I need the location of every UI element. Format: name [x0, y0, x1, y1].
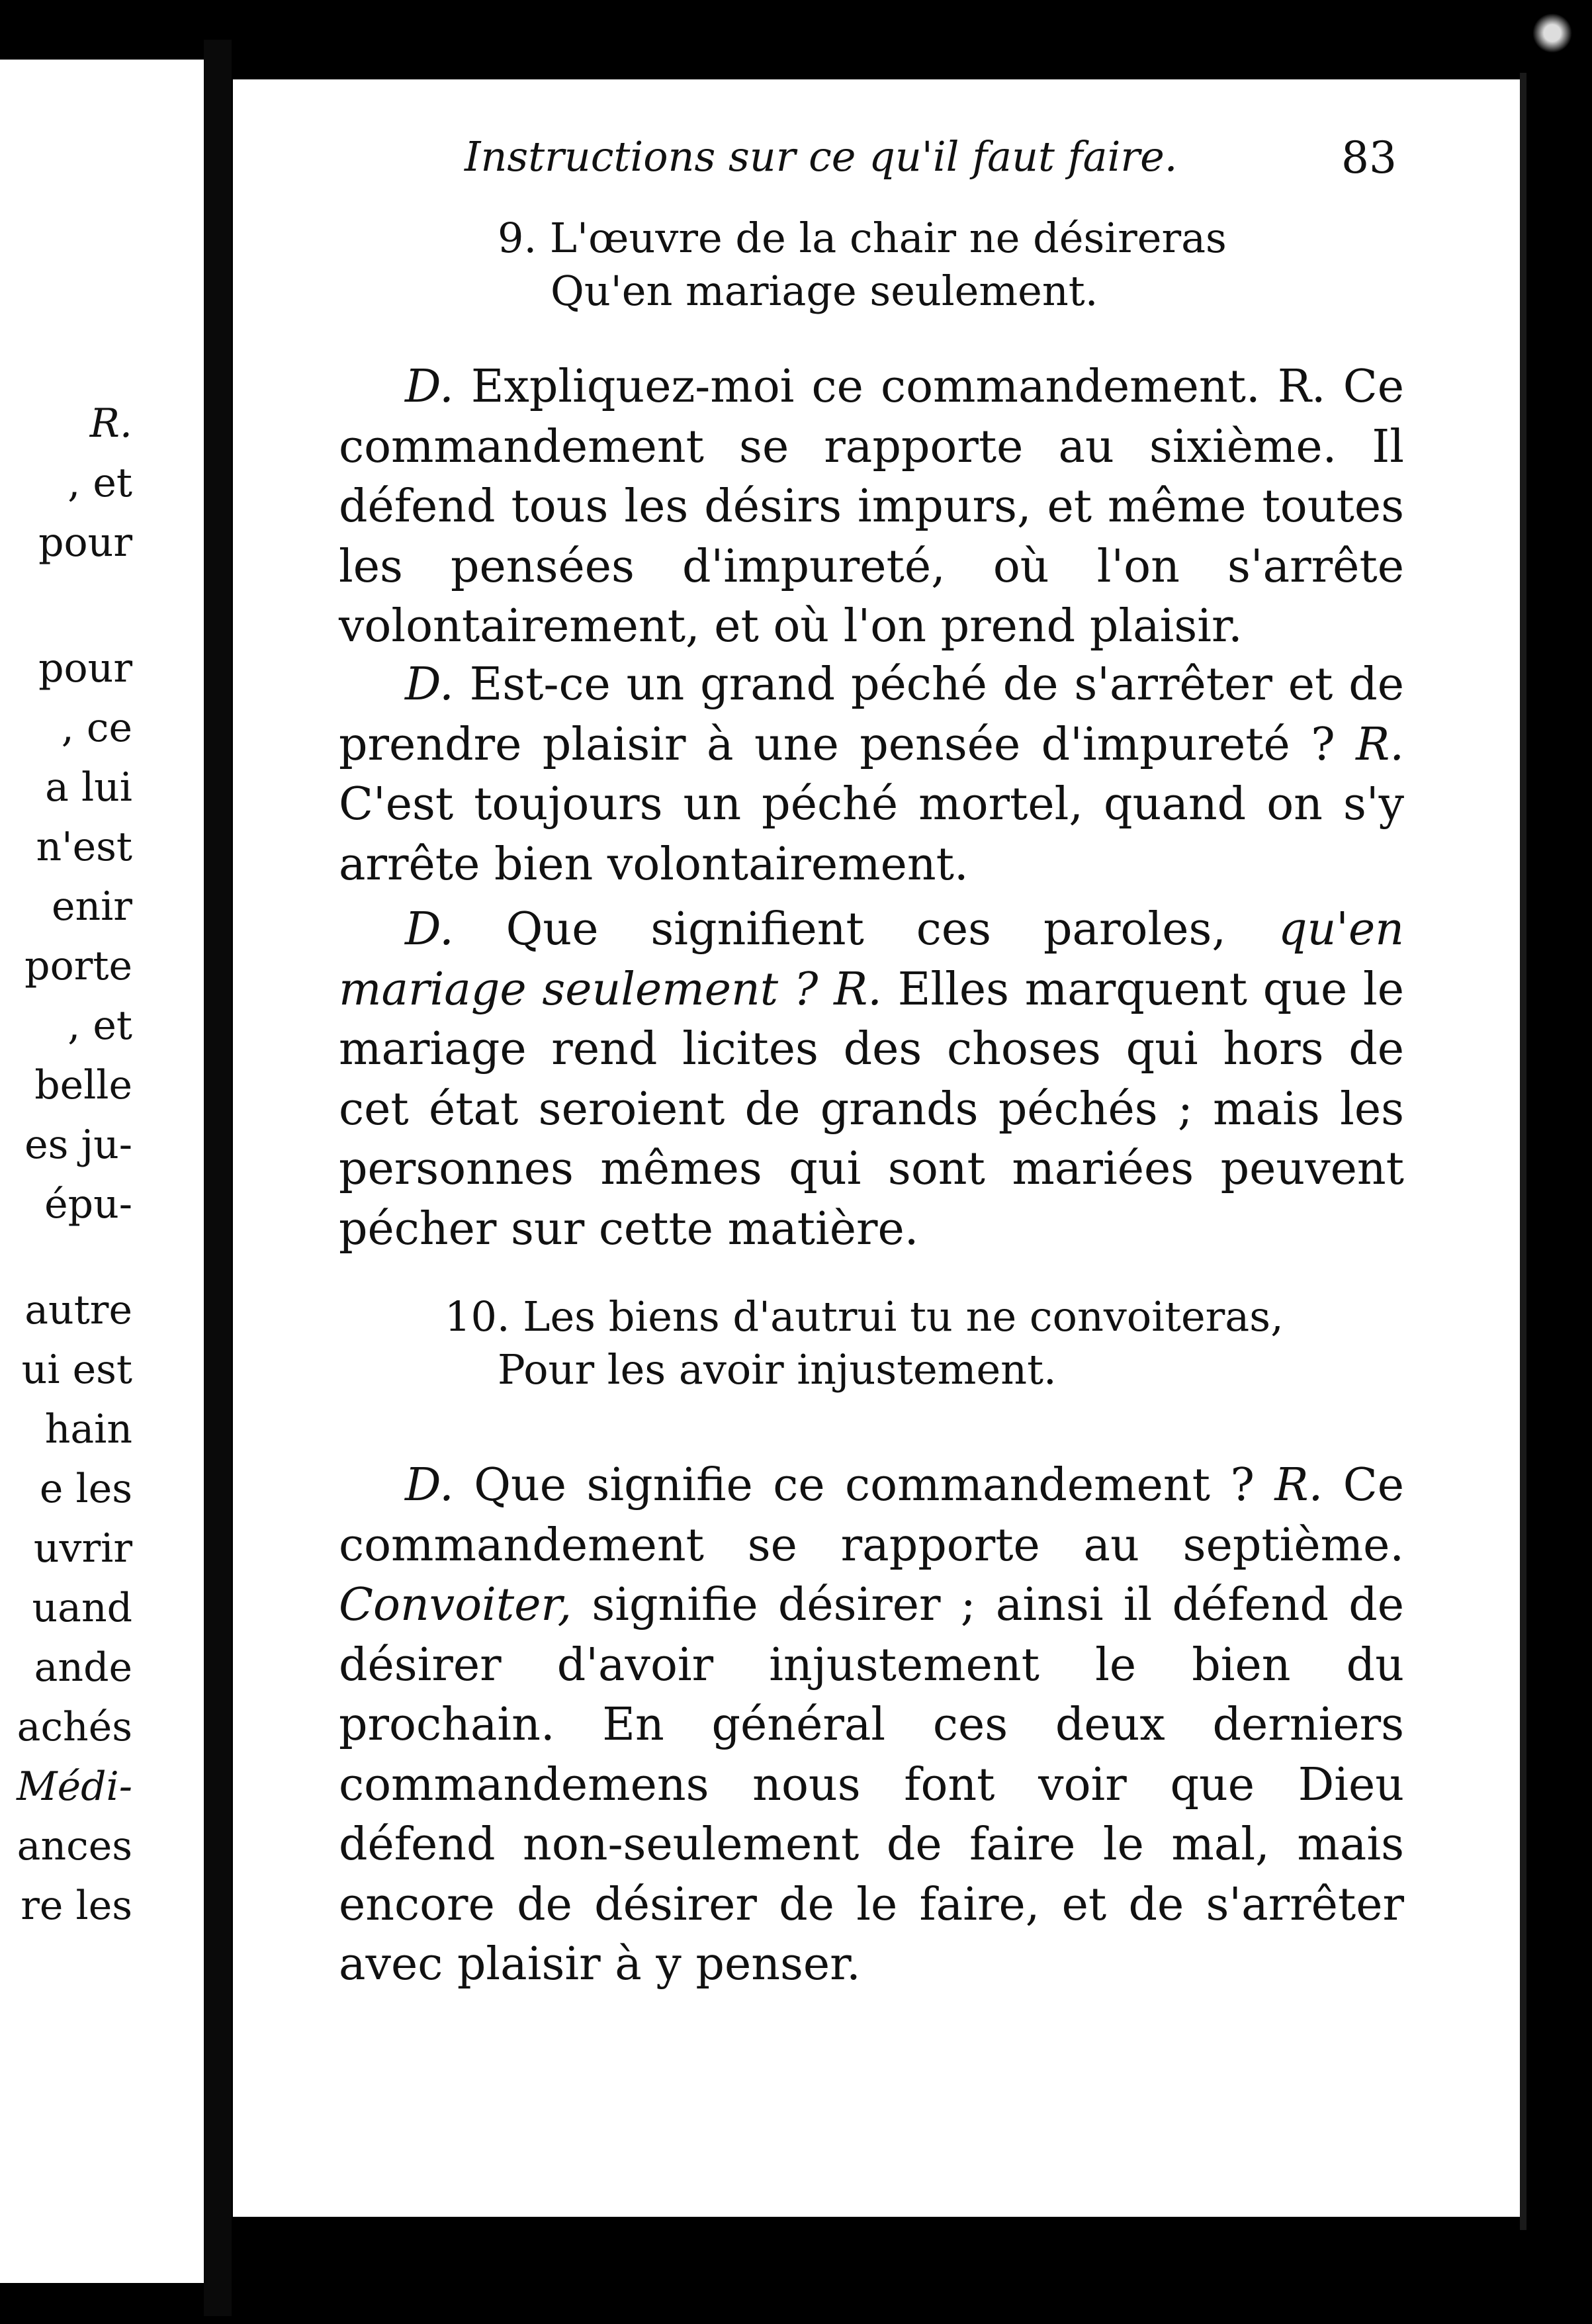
answer-text: Elles marquent que le mariage rend licites des choses qui hors de cet état seroient de grands péchés ; mais les personnes mêmes qui sont mariées peuvent pécher sur cette matière. [339, 963, 1404, 1255]
question-marker: D. [405, 903, 454, 956]
left-page-fragment: , et [67, 1003, 132, 1049]
answer-text: C'est toujours un péché mortel, quand on s'y arrête bien volontairement. [339, 778, 1404, 891]
left-page-fragment: belle [34, 1062, 132, 1108]
right-page [233, 79, 1520, 2217]
verse-9 [498, 212, 1227, 318]
question-text: Que signifie ce commandement ? [474, 1459, 1255, 1511]
left-page-fragment: pour [38, 645, 132, 692]
corner-smudge [1532, 13, 1572, 53]
left-page-fragment: ui est [21, 1347, 132, 1393]
answer-marker: R. [834, 963, 882, 1016]
question-quote: qu'en mariage seulement ? [339, 903, 1404, 1016]
question-marker: D. [405, 658, 454, 711]
left-page-fragment: ances [17, 1823, 132, 1869]
left-page-fragment: enir [51, 883, 132, 930]
paragraph-2 [339, 655, 1404, 895]
left-page-fragment: re les [21, 1883, 132, 1929]
left-page-fragment: autre [24, 1287, 132, 1333]
left-page-fragment: hain [44, 1406, 132, 1452]
left-page-fragment: porte [24, 943, 132, 989]
left-page-fragment: e les [39, 1466, 132, 1512]
left-page [0, 60, 204, 2283]
book-gutter [204, 40, 232, 2316]
left-page-fragment: , et [67, 460, 132, 506]
answer-text: Ce commandement se rapporte au sixième. Il défend tous les désirs impurs, et même toutes les pensées d'impureté, où l'on s'arrête volontairement, et où l'on prend plaisir. [339, 361, 1404, 652]
left-page-fragment: ande [34, 1644, 132, 1691]
left-page-fragment: Médi- [17, 1764, 132, 1810]
question-text: Que signifient ces paroles, [506, 903, 1226, 956]
left-page-fragment: a lui [45, 764, 132, 811]
left-page-fragment: uvrir [33, 1525, 132, 1572]
verse-9-line-2: Qu'en mariage seulement. [551, 267, 1098, 315]
question-text: Est-ce un grand péché de s'arrêter et de prendre plaisir à une pensée d'impureté ? [339, 658, 1404, 771]
left-page-fragment: épu- [44, 1181, 132, 1228]
left-page-fragment: uand [32, 1585, 132, 1631]
left-page-fragment: , ce [61, 705, 132, 751]
question-marker: D. [405, 1459, 454, 1511]
verse-9-line-1: 9. L'œuvre de la chair ne désireras [498, 214, 1227, 262]
answer-marker: R. [1356, 718, 1404, 771]
question-marker: D. [405, 361, 454, 413]
running-title: Instructions sur ce qu'il faut faire. [464, 132, 1178, 181]
left-page-fragment: R. [89, 400, 132, 447]
paragraph-3 [339, 900, 1404, 1259]
left-page-fragment: n'est [36, 824, 132, 870]
page-edge [1520, 73, 1526, 2230]
paragraph-4 [339, 1456, 1404, 1995]
defined-term: Convoiter, [339, 1579, 572, 1631]
verse-10-line-2: Pour les avoir injustement. [498, 1345, 1057, 1394]
answer-text: Ce commandement se rapporte au septième. [339, 1459, 1404, 1572]
answer-text-continued: signifie désirer ; ainsi il défend de désirer d'avoir injustement le bien du prochain. En général ces deux derniers commandemens nous font voir que Dieu défend non-seulement de faire le mal, mais encore de désirer de le faire, et de s'arrêter avec plaisir à y penser. [339, 1579, 1404, 1990]
paragraph-1 [339, 357, 1404, 657]
answer-marker: R. [1274, 1459, 1323, 1511]
question-text: Expliquez-moi ce commandement. [470, 361, 1260, 413]
verse-10 [445, 1290, 1284, 1396]
verse-10-line-1: 10. Les biens d'autrui tu ne convoiteras, [445, 1292, 1284, 1341]
left-page-fragment: achés [17, 1704, 132, 1750]
page-number: 83 [1341, 132, 1397, 183]
left-page-fragment: es ju- [24, 1122, 132, 1168]
answer-marker: R. [1277, 361, 1326, 413]
left-page-fragment: pour [38, 519, 132, 566]
